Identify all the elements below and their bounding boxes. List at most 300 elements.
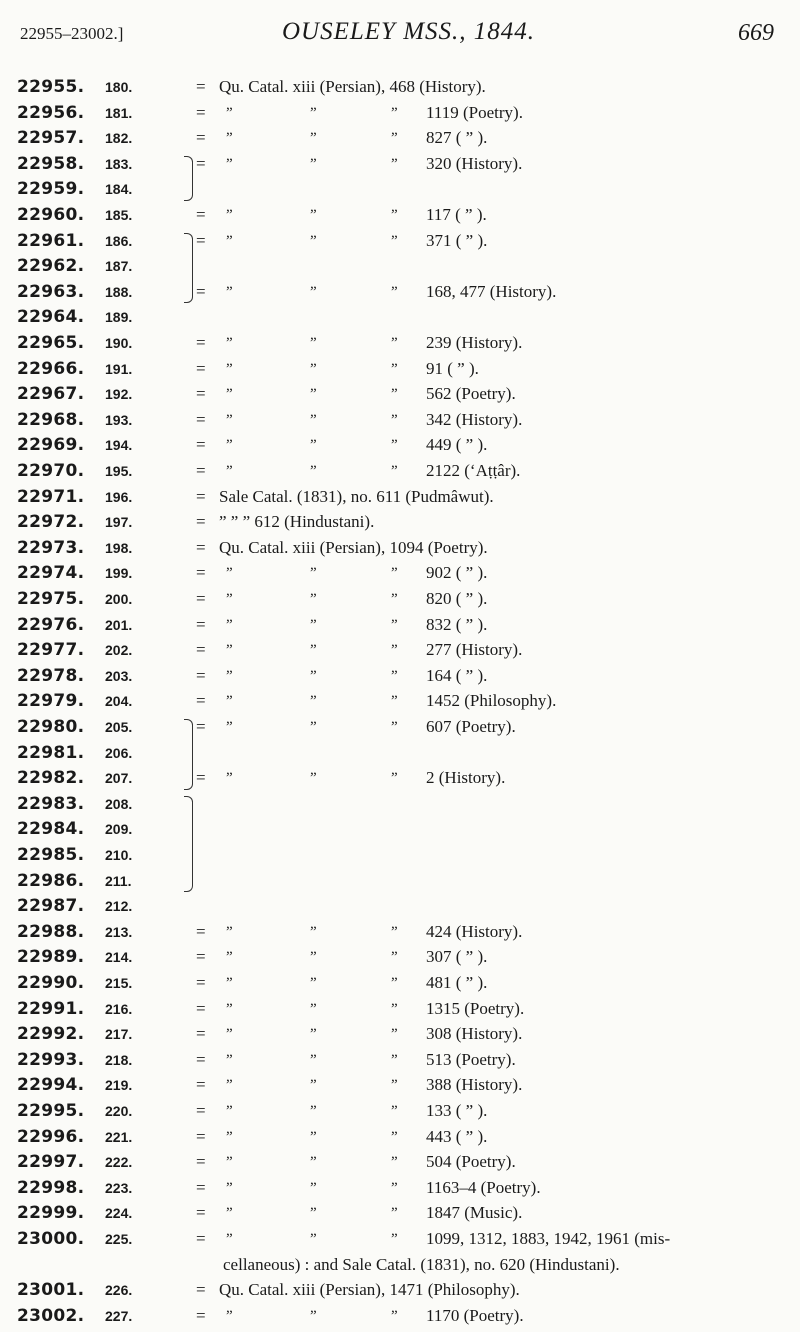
ditto-mark: ” bbox=[310, 667, 317, 684]
ditto-mark: ” bbox=[226, 1077, 233, 1094]
entry-subnumber: 218. bbox=[105, 1051, 133, 1068]
equals-sign: = bbox=[196, 665, 206, 685]
entry-number: 22993. bbox=[17, 1049, 85, 1070]
equals-sign: = bbox=[196, 768, 206, 788]
entry-subnumber: 208. bbox=[105, 795, 133, 812]
ditto-mark: ” bbox=[226, 1231, 233, 1247]
ditto-mark: ” bbox=[226, 207, 233, 223]
ditto-mark: ” bbox=[226, 1154, 233, 1171]
equals-sign: = bbox=[196, 205, 206, 224]
ditto-mark: ” bbox=[310, 1179, 317, 1196]
ditto-mark: ” bbox=[310, 642, 317, 659]
equals-sign: = bbox=[196, 1024, 206, 1044]
entry-subnumber: 224. bbox=[105, 1205, 133, 1222]
ditto-mark: ” bbox=[226, 1000, 233, 1017]
equals-sign: = bbox=[196, 230, 206, 250]
ditto-mark: ” bbox=[310, 386, 317, 403]
ditto-mark: ” bbox=[391, 616, 398, 633]
list-item bbox=[0, 1023, 800, 1045]
entry-number: 22972. bbox=[17, 512, 85, 533]
ditto-mark: ” bbox=[391, 719, 398, 735]
ditto-mark: ” bbox=[226, 693, 233, 710]
entry-reference: 2 (History). bbox=[426, 768, 506, 788]
ditto-mark: ” bbox=[310, 693, 317, 710]
entry-subnumber: 214. bbox=[105, 949, 133, 966]
list-item bbox=[0, 358, 800, 380]
entry-text: Qu. Catal. xiii (Persian), 468 (History). bbox=[219, 77, 486, 96]
ditto-mark: ” bbox=[391, 283, 398, 300]
entry-number: 22997. bbox=[17, 1152, 85, 1173]
ditto-mark: ” bbox=[226, 923, 233, 940]
entry-text: ” ” ” 612 (Hindustani). bbox=[219, 512, 375, 532]
list-item bbox=[0, 998, 800, 1020]
ditto-mark: ” bbox=[310, 360, 317, 377]
ditto-mark: ” bbox=[391, 130, 398, 147]
equals-sign: = bbox=[196, 102, 206, 122]
entry-subnumber: 186. bbox=[105, 232, 133, 249]
entry-number: 22955. bbox=[17, 77, 85, 97]
ditto-mark: ” bbox=[391, 232, 398, 249]
ditto-mark: ” bbox=[391, 1026, 398, 1043]
ditto-mark: ” bbox=[391, 386, 398, 403]
entry-number: 22981. bbox=[17, 742, 85, 763]
entry-subnumber: 223. bbox=[105, 1179, 133, 1196]
entry-reference: 164 ( ” ). bbox=[426, 665, 488, 685]
list-item bbox=[0, 870, 800, 892]
ditto-mark: ” bbox=[310, 770, 317, 787]
entry-subnumber: 207. bbox=[105, 770, 133, 787]
entry-reference: 424 (History). bbox=[426, 921, 523, 941]
entry-number: 22984. bbox=[17, 819, 85, 840]
entry-reference: 371 ( ” ). bbox=[426, 230, 488, 250]
ditto-mark: ” bbox=[226, 1103, 233, 1119]
entry-number: 22994. bbox=[17, 1075, 85, 1096]
equals-sign: = bbox=[196, 921, 206, 941]
entry-number: 22973. bbox=[17, 537, 85, 558]
list-item bbox=[0, 767, 800, 789]
list-item bbox=[0, 921, 800, 943]
list-item bbox=[0, 332, 800, 354]
ditto-mark: ” bbox=[391, 411, 398, 428]
entry-number: 22970. bbox=[17, 461, 85, 481]
entry-number: 22971. bbox=[17, 486, 85, 507]
entry-number: 22996. bbox=[17, 1126, 85, 1147]
entry-number: 22985. bbox=[17, 845, 85, 865]
equals-sign: = bbox=[196, 153, 206, 173]
grouping-brace bbox=[184, 796, 193, 892]
equals-sign: = bbox=[196, 563, 206, 583]
ditto-mark: ” bbox=[310, 232, 317, 249]
entry-subnumber: 195. bbox=[105, 463, 133, 479]
ditto-mark: ” bbox=[310, 1307, 317, 1324]
list-item bbox=[0, 76, 800, 98]
list-item bbox=[0, 946, 800, 968]
list-item bbox=[0, 972, 800, 994]
ditto-mark: ” bbox=[226, 1026, 233, 1043]
list-item bbox=[0, 204, 800, 226]
entry-number: 22988. bbox=[17, 921, 85, 942]
entry-subnumber: 188. bbox=[105, 283, 133, 300]
ditto-mark: ” bbox=[391, 565, 398, 582]
ditto-mark: ” bbox=[310, 975, 317, 991]
equals-sign: = bbox=[196, 973, 206, 992]
entry-reference: 1847 (Music). bbox=[426, 1203, 523, 1223]
ditto-mark: ” bbox=[310, 437, 317, 454]
entry-number: 22979. bbox=[17, 691, 85, 712]
entry-subnumber: 211. bbox=[105, 872, 132, 889]
entry-subnumber: 226. bbox=[105, 1282, 133, 1299]
entry-number: 23001. bbox=[17, 1280, 85, 1301]
list-item bbox=[0, 127, 800, 149]
entry-reference: 443 ( ” ). bbox=[426, 1126, 488, 1146]
list-item bbox=[0, 844, 800, 866]
ditto-mark: ” bbox=[226, 975, 233, 991]
ditto-mark: ” bbox=[391, 335, 398, 351]
entry-number: 22960. bbox=[17, 205, 85, 225]
list-item bbox=[0, 281, 800, 303]
entry-reference: 307 ( ” ). bbox=[426, 947, 488, 967]
ditto-mark: ” bbox=[391, 360, 398, 377]
entry-reference: 91 ( ” ). bbox=[426, 358, 479, 378]
equals-sign: = bbox=[196, 640, 206, 660]
entry-subnumber: 183. bbox=[105, 155, 133, 172]
ditto-mark: ” bbox=[310, 591, 317, 607]
entry-reference: 117 ( ” ). bbox=[426, 205, 487, 224]
entry-reference: 308 (History). bbox=[426, 1024, 523, 1044]
entry-reference: 1099, 1312, 1883, 1942, 1961 (mis- bbox=[426, 1229, 671, 1248]
ditto-mark: ” bbox=[391, 1000, 398, 1017]
ditto-mark: ” bbox=[391, 1051, 398, 1068]
entry-number: 22989. bbox=[17, 947, 85, 968]
entry-number: 22986. bbox=[17, 870, 85, 891]
entry-subnumber: 190. bbox=[105, 335, 133, 351]
ditto-mark: ” bbox=[226, 642, 233, 659]
ditto-mark: ” bbox=[310, 1026, 317, 1043]
entry-number: 22964. bbox=[17, 307, 85, 328]
entry-text: Qu. Catal. xiii (Persian), 1471 (Philosophy). bbox=[219, 1280, 520, 1300]
ditto-mark: ” bbox=[310, 719, 317, 735]
entry-number: 22969. bbox=[17, 435, 85, 456]
list-item bbox=[0, 818, 800, 840]
ditto-mark: ” bbox=[310, 1077, 317, 1094]
equals-sign: = bbox=[196, 1229, 206, 1248]
entry-subnumber: 198. bbox=[105, 539, 133, 556]
grouping-brace bbox=[184, 719, 193, 790]
list-item bbox=[0, 1254, 800, 1276]
entry-reference: 2122 (‘Aṭṭâr). bbox=[426, 461, 521, 480]
entry-subnumber: 217. bbox=[105, 1026, 133, 1043]
entry-reference: 239 (History). bbox=[426, 333, 523, 352]
entry-reference: 342 (History). bbox=[426, 409, 523, 429]
list-item bbox=[0, 409, 800, 431]
list-item bbox=[0, 716, 800, 738]
list-item bbox=[0, 1228, 800, 1250]
ditto-mark: ” bbox=[310, 463, 317, 479]
ditto-mark: ” bbox=[226, 232, 233, 249]
ditto-mark: ” bbox=[391, 1077, 398, 1094]
entry-reference: 388 (History). bbox=[426, 1075, 523, 1095]
entry-number: 22962. bbox=[17, 256, 85, 277]
entry-number: 22959. bbox=[17, 179, 85, 200]
list-item bbox=[0, 1049, 800, 1071]
entry-subnumber: 180. bbox=[105, 79, 133, 95]
list-item bbox=[0, 434, 800, 456]
entry-subnumber: 220. bbox=[105, 1103, 133, 1119]
equals-sign: = bbox=[196, 333, 206, 352]
entry-reference: 449 ( ” ). bbox=[426, 435, 488, 455]
ditto-mark: ” bbox=[310, 949, 317, 966]
entry-reference: 1163–4 (Poetry). bbox=[426, 1177, 541, 1197]
ditto-mark: ” bbox=[391, 591, 398, 607]
equals-sign: = bbox=[196, 1305, 206, 1325]
list-item bbox=[0, 511, 800, 533]
entry-subnumber: 197. bbox=[105, 514, 133, 531]
ditto-mark: ” bbox=[391, 923, 398, 940]
header-title: OUSELEY MSS., 1844. bbox=[282, 18, 536, 45]
ditto-mark: ” bbox=[226, 565, 233, 582]
entry-number: 22992. bbox=[17, 1024, 85, 1045]
entry-subnumber: 209. bbox=[105, 821, 133, 838]
ditto-mark: ” bbox=[391, 1307, 398, 1324]
entry-subnumber: 204. bbox=[105, 693, 133, 710]
entry-reference: 1452 (Philosophy). bbox=[426, 691, 557, 711]
list-item bbox=[0, 588, 800, 610]
list-item bbox=[0, 1177, 800, 1199]
equals-sign: = bbox=[196, 77, 206, 96]
equals-sign: = bbox=[196, 384, 206, 404]
ditto-mark: ” bbox=[391, 642, 398, 659]
ditto-mark: ” bbox=[226, 386, 233, 403]
entry-number: 22966. bbox=[17, 358, 85, 379]
entry-number: 22961. bbox=[17, 230, 85, 251]
equals-sign: = bbox=[196, 1203, 206, 1223]
entry-continuation: cellaneous) : and Sale Catal. (1831), no. 620 (Hindustani). bbox=[223, 1254, 620, 1274]
ditto-mark: ” bbox=[226, 1205, 233, 1222]
ditto-mark: ” bbox=[391, 949, 398, 966]
equals-sign: = bbox=[196, 435, 206, 455]
entry-reference: 1170 (Poetry). bbox=[426, 1305, 524, 1325]
ditto-mark: ” bbox=[226, 1179, 233, 1196]
entry-subnumber: 196. bbox=[105, 488, 133, 505]
entry-number: 22983. bbox=[17, 793, 85, 814]
list-item bbox=[0, 895, 800, 917]
entry-subnumber: 185. bbox=[105, 207, 133, 223]
ditto-mark: ” bbox=[391, 1154, 398, 1171]
equals-sign: = bbox=[196, 1049, 206, 1069]
equals-sign: = bbox=[196, 281, 206, 301]
entry-subnumber: 206. bbox=[105, 744, 133, 761]
entry-reference: 607 (Poetry). bbox=[426, 717, 516, 736]
ditto-mark: ” bbox=[310, 616, 317, 633]
entry-subnumber: 225. bbox=[105, 1231, 133, 1247]
list-item bbox=[0, 460, 800, 482]
ditto-mark: ” bbox=[226, 463, 233, 479]
entry-reference: 827 ( ” ). bbox=[426, 128, 488, 148]
entry-subnumber: 210. bbox=[105, 847, 133, 863]
list-item bbox=[0, 1100, 800, 1122]
ditto-mark: ” bbox=[310, 1000, 317, 1017]
entry-number: 22976. bbox=[17, 614, 85, 635]
ditto-mark: ” bbox=[226, 667, 233, 684]
entry-subnumber: 200. bbox=[105, 591, 133, 607]
entry-text: Sale Catal. (1831), no. 611 (Pudmâwut). bbox=[219, 486, 494, 506]
ditto-mark: ” bbox=[391, 1179, 398, 1196]
entry-number: 22975. bbox=[17, 589, 85, 609]
list-item bbox=[0, 178, 800, 200]
list-item bbox=[0, 614, 800, 636]
list-item bbox=[0, 1279, 800, 1301]
ditto-mark: ” bbox=[391, 155, 398, 172]
entry-number: 22974. bbox=[17, 563, 85, 584]
ditto-mark: ” bbox=[391, 207, 398, 223]
entry-number: 22963. bbox=[17, 281, 85, 302]
list-item bbox=[0, 562, 800, 584]
entry-number: 22999. bbox=[17, 1203, 85, 1224]
entry-subnumber: 184. bbox=[105, 181, 133, 198]
entry-subnumber: 222. bbox=[105, 1154, 133, 1171]
page-header bbox=[0, 14, 800, 54]
equals-sign: = bbox=[196, 1280, 206, 1300]
list-item bbox=[0, 102, 800, 124]
entry-subnumber: 227. bbox=[105, 1307, 133, 1324]
ditto-mark: ” bbox=[226, 411, 233, 428]
entry-number: 22958. bbox=[17, 153, 85, 174]
entry-reference: 133 ( ” ). bbox=[426, 1101, 488, 1120]
list-item bbox=[0, 1126, 800, 1148]
entry-subnumber: 215. bbox=[105, 975, 133, 991]
equals-sign: = bbox=[196, 1101, 206, 1120]
ditto-mark: ” bbox=[391, 463, 398, 479]
entry-reference: 902 ( ” ). bbox=[426, 563, 488, 583]
entry-number: 22982. bbox=[17, 768, 85, 789]
entry-subnumber: 187. bbox=[105, 258, 133, 275]
ditto-mark: ” bbox=[310, 207, 317, 223]
equals-sign: = bbox=[196, 1075, 206, 1095]
entry-subnumber: 191. bbox=[105, 360, 133, 377]
ditto-mark: ” bbox=[391, 1231, 398, 1247]
ditto-mark: ” bbox=[226, 591, 233, 607]
entry-number: 22978. bbox=[17, 665, 85, 686]
ditto-mark: ” bbox=[391, 437, 398, 454]
ditto-mark: ” bbox=[391, 667, 398, 684]
ditto-mark: ” bbox=[391, 1128, 398, 1145]
entry-reference: 320 (History). bbox=[426, 153, 523, 173]
entry-subnumber: 221. bbox=[105, 1128, 133, 1145]
list-item bbox=[0, 742, 800, 764]
ditto-mark: ” bbox=[310, 1128, 317, 1145]
ditto-mark: ” bbox=[226, 616, 233, 633]
ditto-mark: ” bbox=[391, 975, 398, 991]
entry-subnumber: 194. bbox=[105, 437, 133, 454]
list-item bbox=[0, 1305, 800, 1327]
entry-number: 22998. bbox=[17, 1177, 85, 1198]
entry-subnumber: 213. bbox=[105, 923, 133, 940]
ditto-mark: ” bbox=[310, 1205, 317, 1222]
equals-sign: = bbox=[196, 998, 206, 1018]
ditto-mark: ” bbox=[391, 1205, 398, 1222]
entry-number: 22995. bbox=[17, 1101, 85, 1121]
list-item bbox=[0, 153, 800, 175]
ditto-mark: ” bbox=[310, 104, 317, 121]
entry-number: 22965. bbox=[17, 333, 85, 353]
equals-sign: = bbox=[196, 128, 206, 148]
entry-subnumber: 216. bbox=[105, 1000, 133, 1017]
equals-sign: = bbox=[196, 589, 206, 608]
list-item bbox=[0, 1151, 800, 1173]
ditto-mark: ” bbox=[310, 411, 317, 428]
entry-reference: 562 (Poetry). bbox=[426, 384, 516, 404]
ditto-mark: ” bbox=[310, 1231, 317, 1247]
ditto-mark: ” bbox=[226, 104, 233, 121]
ditto-mark: ” bbox=[310, 1051, 317, 1068]
ditto-mark: ” bbox=[226, 155, 233, 172]
ditto-mark: ” bbox=[310, 130, 317, 147]
ditto-mark: ” bbox=[226, 949, 233, 966]
entry-number: 22980. bbox=[17, 717, 85, 737]
ditto-mark: ” bbox=[310, 155, 317, 172]
entry-subnumber: 201. bbox=[105, 616, 133, 633]
entry-reference: 832 ( ” ). bbox=[426, 614, 488, 634]
page-number: 669 bbox=[738, 20, 774, 46]
entry-reference: 1315 (Poetry). bbox=[426, 998, 525, 1018]
entry-number: 22990. bbox=[17, 973, 85, 993]
entry-reference: 481 ( ” ). bbox=[426, 973, 488, 992]
list-item bbox=[0, 537, 800, 559]
entry-subnumber: 205. bbox=[105, 719, 133, 735]
ditto-mark: ” bbox=[226, 1307, 233, 1324]
list-item bbox=[0, 793, 800, 815]
entry-number: 22957. bbox=[17, 128, 85, 149]
equals-sign: = bbox=[196, 1152, 206, 1172]
list-item bbox=[0, 690, 800, 712]
ditto-mark: ” bbox=[226, 335, 233, 351]
ditto-mark: ” bbox=[310, 335, 317, 351]
entry-subnumber: 212. bbox=[105, 898, 133, 915]
equals-sign: = bbox=[196, 358, 206, 378]
entry-subnumber: 192. bbox=[105, 386, 133, 403]
entry-reference: 277 (History). bbox=[426, 640, 523, 660]
entry-subnumber: 189. bbox=[105, 309, 133, 326]
entry-number: 23002. bbox=[17, 1305, 85, 1326]
entry-reference: 168, 477 (History). bbox=[426, 281, 557, 301]
ditto-mark: ” bbox=[226, 1128, 233, 1145]
entry-reference: 1119 (Poetry). bbox=[426, 102, 523, 122]
ditto-mark: ” bbox=[310, 283, 317, 300]
entry-number: 22967. bbox=[17, 384, 85, 405]
entry-subnumber: 202. bbox=[105, 642, 133, 659]
list-item bbox=[0, 306, 800, 328]
entry-number: 22977. bbox=[17, 640, 85, 661]
entry-number: 22968. bbox=[17, 409, 85, 430]
entry-subnumber: 203. bbox=[105, 667, 133, 684]
list-item bbox=[0, 230, 800, 252]
equals-sign: = bbox=[196, 537, 206, 557]
ditto-mark: ” bbox=[226, 437, 233, 454]
entry-subnumber: 181. bbox=[105, 104, 133, 121]
equals-sign: = bbox=[196, 409, 206, 429]
ditto-mark: ” bbox=[391, 1103, 398, 1119]
ditto-mark: ” bbox=[226, 283, 233, 300]
ditto-mark: ” bbox=[310, 1154, 317, 1171]
list-item bbox=[0, 639, 800, 661]
entry-number: 22991. bbox=[17, 998, 85, 1019]
ditto-mark: ” bbox=[226, 130, 233, 147]
ditto-mark: ” bbox=[391, 693, 398, 710]
list-item bbox=[0, 1074, 800, 1096]
entry-reference: 513 (Poetry). bbox=[426, 1049, 516, 1069]
ditto-mark: ” bbox=[226, 719, 233, 735]
ditto-mark: ” bbox=[310, 565, 317, 582]
